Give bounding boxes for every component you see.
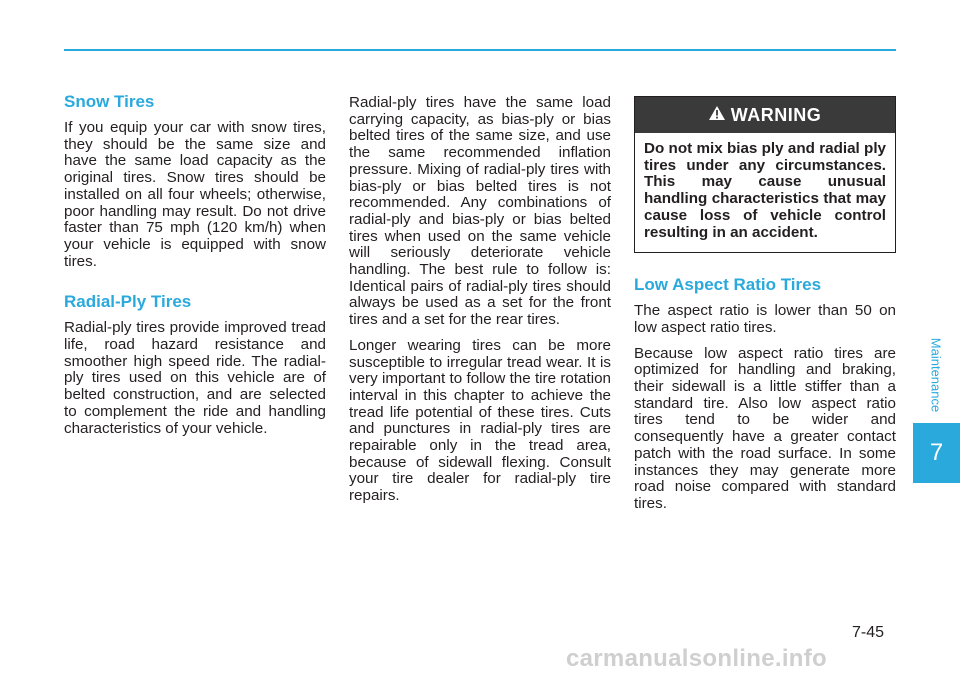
aspect-ratio-paragraph: The aspect ratio is lower than 50 on low aspect ratio tires. — [634, 302, 896, 336]
column-right — [634, 96, 896, 522]
warning-label: WARNING — [730, 104, 822, 125]
watermark: carmanualsonline.info — [566, 645, 828, 672]
warning-box — [634, 96, 896, 253]
warning-text: Do not mix bias ply and radial ply tires under any circumstances. This may cause unusual handling characteristics that may cause loss of vehicle control resulting in an accident. — [644, 140, 886, 241]
warning-triangle-icon — [709, 106, 725, 125]
radial-ply-heading: Radial-Ply Tires — [64, 292, 192, 312]
page-number: 7-45 — [852, 624, 885, 641]
top-rule — [64, 49, 896, 51]
snow-tires-paragraph: If you equip your car with snow tires, they should be the same size and have the same load capacity as the original tires. Snow tires should be installed on all four wheels; otherwise, poor handling may result. Do not drive faster than 75 mph (120 km/h) when your vehicle is equipped with snow tires. — [64, 119, 326, 270]
column-middle — [349, 95, 611, 514]
low-aspect-heading: Low Aspect Ratio Tires — [634, 275, 822, 295]
radial-ply-paragraph: Radial-ply tires provide improved tread life, road hazard resistance and smoother high speed ride. The radial-ply tires used on this vehicle are of belted construction, and are selected to complement the ride and handling characteristics of your vehicle. — [64, 319, 326, 437]
radial-ply-mixing-paragraph: Radial-ply tires have the same load carrying capacity, as bias-ply or bias belted tires of the same size, and use the same recommended inflation pressure. Mixing of radial-ply tires with bias-ply or bias belted tires is not recommended. Any combinations of radial-ply and bias-ply or bias belted tires when used on the same vehicle will seriously deteriorate vehicle handling. The best rule to follow is: Identical pairs of radial-ply tires should always be used as a set for the front tires and a set for the rear tires. — [349, 94, 611, 329]
warning-header — [635, 97, 895, 133]
chapter-label: Maintenance — [928, 337, 944, 413]
tread-wear-paragraph: Longer wearing tires can be more susceptible to irregular tread wear. It is very important to follow the tire rotation interval in this chapter to achieve the tread life potential of these tires. Cuts and punctures in radial-ply tires are repairable only in the tread area, because of sidewall flexing. Consult your tire dealer for radial-ply tire repairs. — [349, 336, 611, 505]
low-aspect-paragraph: Because low aspect ratio tires are optimized for handling and braking, their sidewall is a little stiffer than a standard tire. Also low aspect ratio tires tend to be wider and consequently have a greater contact patch with the road surface. In some instances they may generate more road noise compared with standard tires. — [634, 344, 896, 512]
chapter-tab: 7 — [913, 423, 960, 483]
column-left — [64, 92, 326, 446]
snow-tires-heading: Snow Tires — [64, 92, 155, 111]
